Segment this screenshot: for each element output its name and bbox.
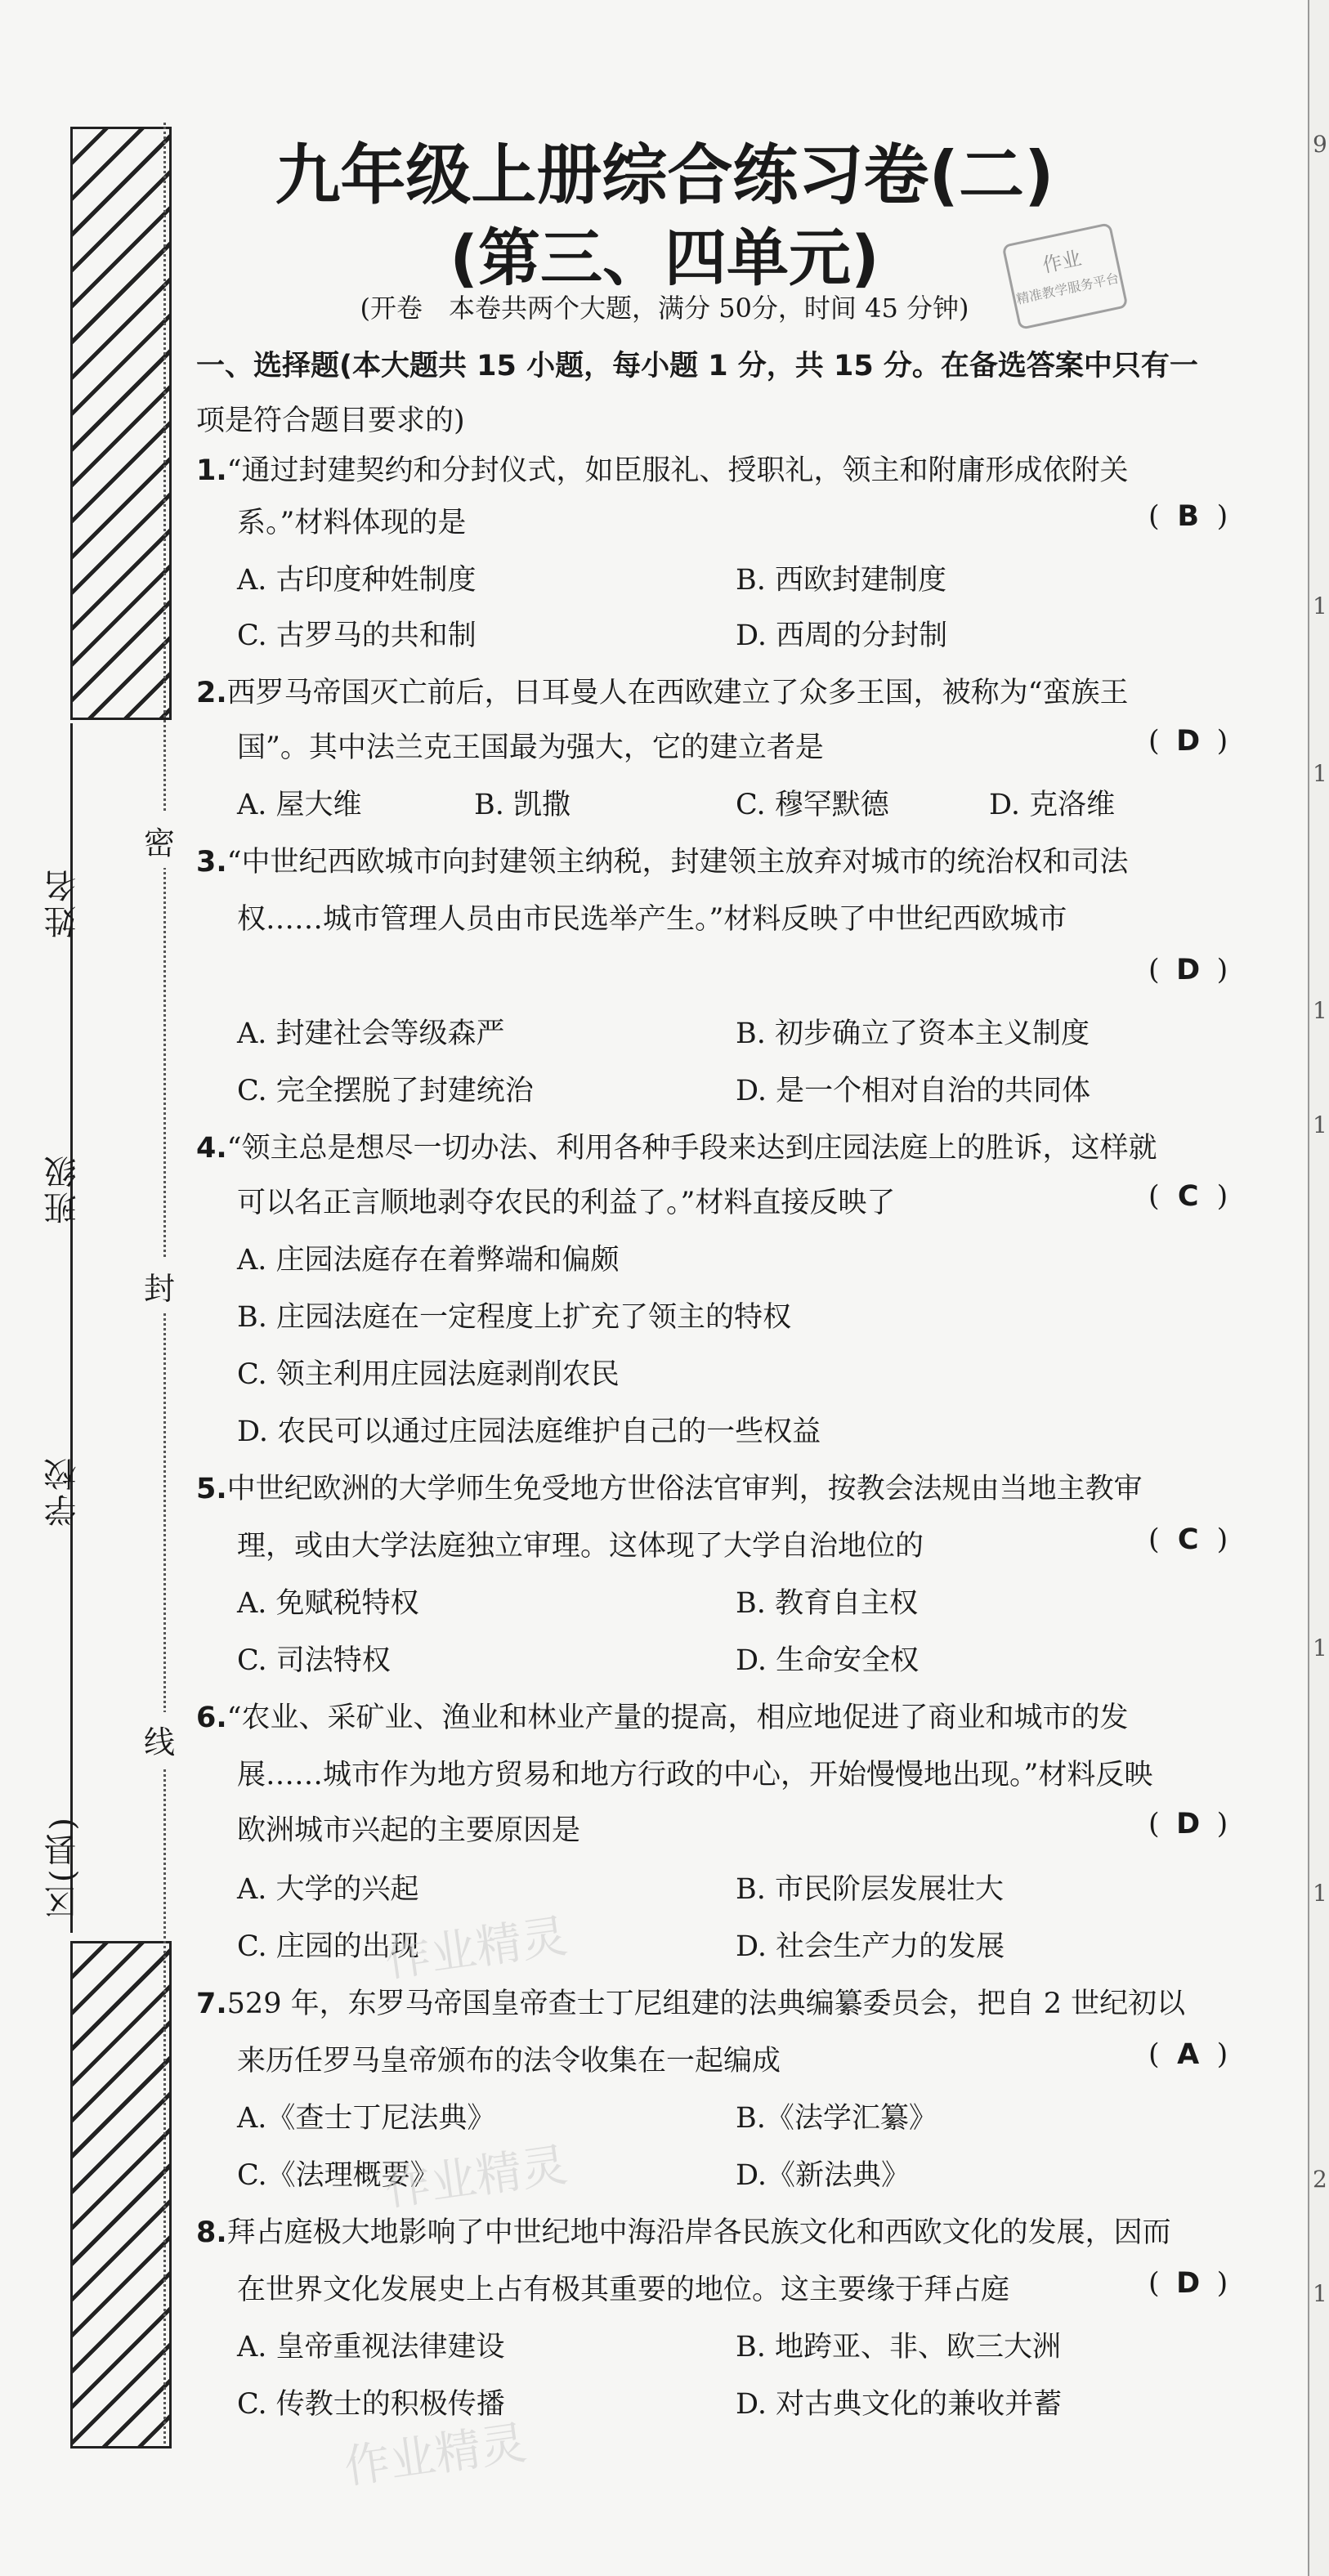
binding-hatch-bottom [70,1941,172,2449]
answer-bracket: ( A ) [1148,2038,1228,2071]
option: A. 庄园法庭存在着弊端和偏颇 [237,1244,620,1277]
next-page-mark: 9 [1313,131,1327,158]
option: A. 古印度种姓制度 [237,564,477,597]
answer-letter: B [1177,500,1199,533]
question-stem: 欧洲城市兴起的主要原因是 [237,1814,581,1847]
option: D. 克洛维 [989,789,1116,821]
option: C. 司法特权 [237,1644,391,1677]
seal-word-feng: 封 [144,1259,175,1313]
answer-letter: C [1177,1180,1199,1213]
class-field-label: 班级 [44,1152,82,1224]
question-stem: 理，或由大学法庭独立审理。这体现了大学自治地位的 [237,1530,924,1563]
option: A. 屋大维 [237,789,362,821]
answer-bracket: ( D ) [1148,954,1228,986]
option: D. 社会生产力的发展 [736,1930,1005,1963]
option: B.《法学汇纂》 [736,2102,937,2135]
question-stem: 4.“领主总是想尽一切办法、利用各种手段来达到庄园法庭上的胜诉，这样就 [196,1132,1157,1165]
page-title: 九年级上册综合练习卷(二) [275,137,1054,213]
watermark: 作业精灵 [382,2138,571,2217]
option: C. 传教士的积极传播 [237,2388,505,2421]
answer-letter: D [1176,1808,1201,1840]
option: B. 教育自主权 [736,1587,918,1620]
question-stem: 3.“中世纪西欧城市向封建领主纳税，封建领主放弃对城市的统治权和司法 [196,846,1129,879]
option: B. 地跨亚、非、欧三大洲 [736,2331,1061,2364]
question-stem: 1.“通过封建契约和分封仪式，如臣服礼、授职礼，领主和附庸形成依附关 [196,454,1129,487]
seal-word-mi: 密 [144,813,175,868]
answer-bracket: ( D ) [1148,725,1228,758]
district-field-label: 区(县) [44,1814,82,1919]
next-page-mark: 1 [1313,2280,1327,2307]
section-heading-text: 一、选择题(本大题共 15 小题，每小题 1 分，共 15 分。在备选答案中只有一 [196,350,1198,382]
option: C. 穆罕默德 [736,789,889,821]
next-page-mark: 1 [1313,760,1327,787]
option: D. 对古典文化的兼收并蓄 [736,2388,1063,2421]
option: A. 封建社会等级森严 [237,1017,505,1050]
question-stem: 7.529 年，东罗马帝国皇帝查士丁尼组建的法典编纂委员会，把自 2 世纪初以 [196,1988,1186,2020]
question-stem: 权……城市管理人员由市民选举产生。”材料反映了中世纪西欧城市 [237,903,1067,936]
answer-letter: A [1177,2038,1200,2071]
option: C. 完全摆脱了封建统治 [237,1075,534,1107]
next-page-mark: 1 [1313,593,1327,619]
option: D.《新法典》 [736,2159,910,2192]
seal-word-xian: 线 [144,1712,175,1767]
option: C. 古罗马的共和制 [237,619,477,652]
option: B. 初步确立了资本主义制度 [736,1017,1090,1050]
option: C. 庄园的出现 [237,1930,419,1963]
option: D. 是一个相对自治的共同体 [736,1075,1091,1107]
next-page-mark: 1 [1313,1880,1327,1907]
option: A. 大学的兴起 [237,1873,419,1906]
question-stem: 系。”材料体现的是 [237,507,467,539]
option: D. 农民可以通过庄园法庭维护自己的一些权益 [237,1415,821,1448]
option: C. 领主利用庄园法庭剥削农民 [237,1358,620,1391]
option: B. 西欧封建制度 [736,564,946,597]
answer-letter: C [1177,1523,1199,1556]
question-stem: 5.中世纪欧洲的大学师生免受地方世俗法官审判，按教会法规由当地主教审 [196,1473,1143,1505]
exam-note: (开卷 本卷共两个大题，满分 50分，时间 45 分钟) [360,293,969,324]
option: A. 皇帝重视法律建设 [237,2331,505,2364]
option: D. 生命安全权 [736,1644,920,1677]
question-stem: 8.拜占庭极大地影响了中世纪地中海沿岸各民族文化和西欧文化的发展，因而 [196,2216,1171,2249]
watermark: 作业精灵 [382,1909,571,1988]
next-page-mark: 1 [1313,997,1327,1024]
school-field-label: 学校 [44,1455,82,1527]
stamp-line1: 作业 [1040,246,1084,278]
next-page-mark: 1 [1313,1111,1327,1138]
stamp-line2: 精准教学服务平台 [1014,270,1121,307]
question-stem: 可以名正言顺地剥夺农民的利益了。”材料直接反映了 [237,1187,896,1219]
option: A. 免赋税特权 [237,1587,419,1620]
option: A.《查士丁尼法典》 [237,2102,496,2135]
option: B. 凯撒 [474,789,571,821]
section-heading [196,343,1198,384]
answer-bracket: ( D ) [1148,1808,1228,1840]
page-subtitle: (第三、四单元) [450,221,879,294]
answer-bracket: ( D ) [1148,2267,1228,2300]
section-heading-line2: 项是符合题目要求的) [196,405,465,437]
option: B. 市民阶层发展壮大 [736,1873,1004,1906]
option: D. 西周的分封制 [736,619,948,652]
question-stem: 来历任罗马皇帝颁布的法令收集在一起编成 [237,2045,781,2077]
next-page-mark: 1 [1313,1635,1327,1661]
question-stem: 6.“农业、采矿业、渔业和林业产量的提高，相应地促进了商业和城市的发 [196,1702,1129,1734]
answer-letter: D [1176,725,1201,758]
question-stem: 在世界文化发展史上占有极其重要的地位。这主要缘于拜占庭 [237,2274,1010,2306]
question-stem: 国”。其中法兰克王国最为强大，它的建立者是 [237,731,824,764]
question-stem: 2.西罗马帝国灭亡前后，日耳曼人在西欧建立了众多王国，被称为“蛮族王 [196,677,1129,709]
answer-bracket: ( C ) [1148,1180,1228,1213]
answer-bracket: ( C ) [1148,1523,1228,1556]
name-field-label: 姓名 [44,866,82,938]
next-page-mark: 2 [1313,2166,1327,2193]
answer-bracket: ( B ) [1148,500,1228,533]
question-stem: 展……城市作为地方贸易和地方行政的中心，开始慢慢地出现。”材料反映 [237,1759,1153,1791]
watermark: 作业精灵 [341,2416,530,2495]
option: C.《法理概要》 [237,2159,439,2192]
answer-letter: D [1176,954,1201,986]
answer-letter: D [1176,2267,1201,2300]
option: B. 庄园法庭在一定程度上扩充了领主的特权 [237,1301,791,1334]
